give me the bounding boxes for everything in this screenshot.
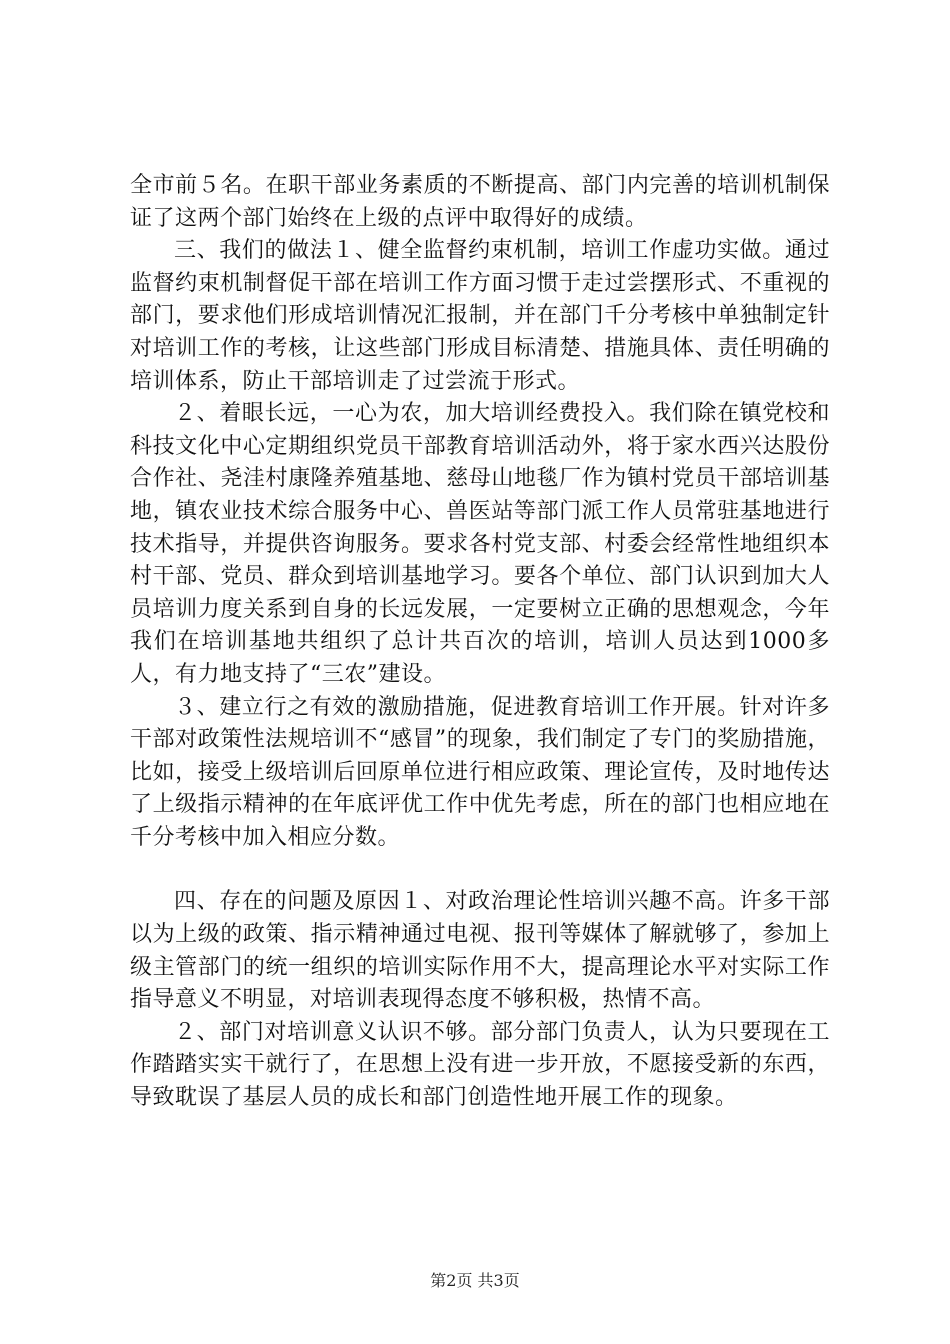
paragraph-2: 三、我们的做法１、健全监督约束机制，培训工作虚功实做。通过监督约束机制督促干部在培训工作方面习惯于走过尝摆形式、不重视的部门，要求他们形成培训情况汇报制，并在部门千分考核中单独制定针对培训工作的考核，让这些部门形成目标清楚、措施具体、责任明确的培训体系，防止干部培训走了过尝流于形式。 <box>130 238 830 394</box>
paragraph-5: 四、存在的问题及原因１、对政治理论性培训兴趣不高。许多干部以为上级的政策、指示精神通过电视、报刊等媒体了解就够了，参加上级主管部门的统一组织的培训实际作用不大，提高理论水平对实际工作指导意义不明显，对培训表现得态度不够积极，热情不高。 <box>130 889 830 1013</box>
paragraph-3: ２、着眼长远，一心为农，加大培训经费投入。我们除在镇党校和科技文化中心定期组织党员干部教育培训活动外，将于家水西兴达股份合作社、尧洼村康隆养殖基地、慈母山地毯厂作为镇村党员干部培训基地，镇农业技术综合服务中心、兽医站等部门派工作人员常驻基地进行技术指导，并提供咨询服务。要求各村党支部、村委会经常性地组织本村干部、党员、群众到培训基地学习。要各个单位、部门认识到加大人员培训力度关系到自身的长远发展，一定要树立正确的思想观念，今年我们在培训基地共组织了总计共百次的培训，培训人员达到1000多人，有力地支持了“三农”建设。 <box>130 401 830 687</box>
paragraph-4: ３、建立行之有效的激励措施，促进教育培训工作开展。针对许多干部对政策性法规培训不“感冒”的现象，我们制定了专门的奖励措施，比如，接受上级培训后回原单位进行相应政策、理论宣传，及时地传达了上级指示精神的在年底评优工作中优先考虑，所在的部门也相应地在千分考核中加入相应分数。 <box>130 694 830 850</box>
paragraph-1: 全市前５名。在职干部业务素质的不断提高、部门内完善的培训机制保证了这两个部门始终在上级的点评中取得好的成绩。 <box>130 173 830 231</box>
paragraph-6: ２、部门对培训意义认识不够。部分部门负责人，认为只要现在工作踏踏实实干就行了，在思想上没有进一步开放，不愿接受新的东西，导致耽误了基层人员的成长和部门创造性地开展工作的现象。 <box>130 1019 830 1111</box>
document-body <box>130 170 830 1115</box>
page-footer: 第2页 共3页 <box>430 1271 520 1290</box>
